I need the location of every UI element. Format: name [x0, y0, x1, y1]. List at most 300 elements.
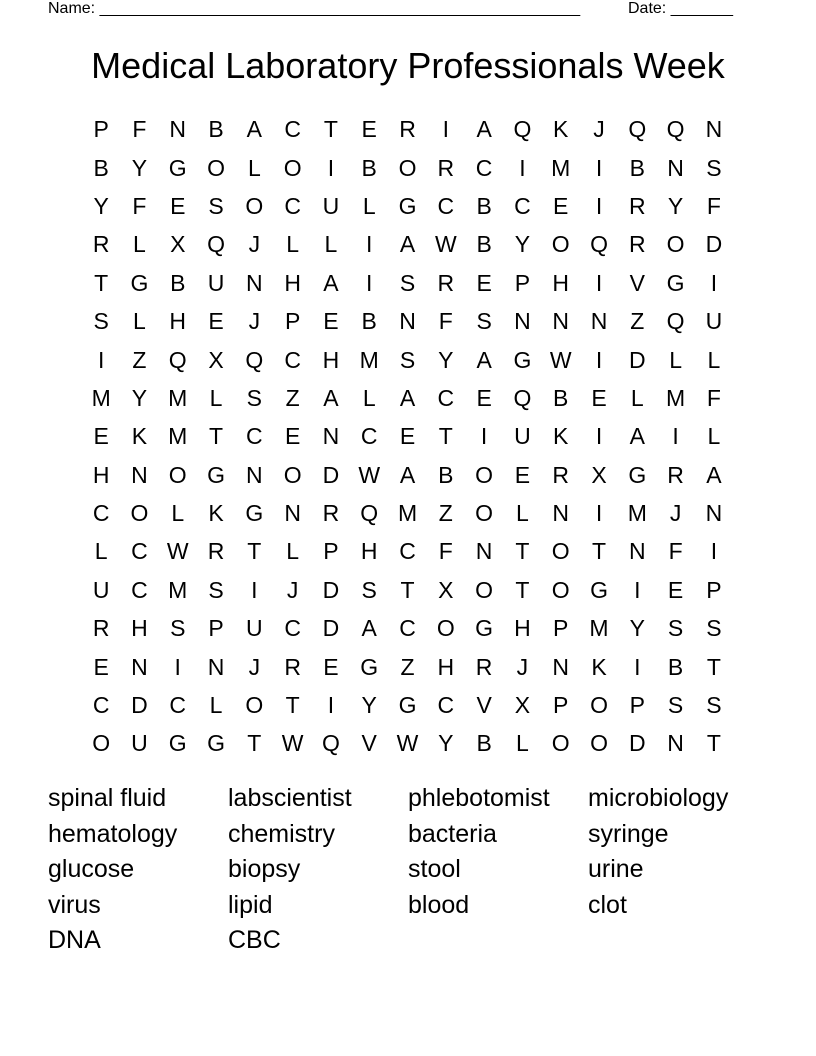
- grid-letter[interactable]: T: [591, 538, 607, 565]
- grid-letter[interactable]: M: [551, 154, 571, 181]
- grid-letter[interactable]: C: [284, 116, 301, 143]
- grid-letter[interactable]: E: [93, 653, 109, 680]
- grid-letter[interactable]: K: [553, 423, 569, 450]
- grid-letter[interactable]: J: [248, 308, 261, 335]
- grid-letter[interactable]: E: [361, 116, 377, 143]
- grid-letter[interactable]: C: [437, 192, 455, 219]
- grid-letter[interactable]: X: [591, 461, 607, 488]
- grid-letter[interactable]: W: [281, 730, 304, 757]
- grid-letter[interactable]: B: [667, 653, 684, 680]
- grid-letter[interactable]: O: [475, 500, 494, 527]
- grid-letter[interactable]: M: [91, 384, 111, 411]
- grid-letter[interactable]: O: [551, 730, 570, 757]
- grid-letter[interactable]: Q: [321, 730, 340, 757]
- grid-letter[interactable]: I: [327, 692, 335, 719]
- grid-letter[interactable]: A: [361, 615, 377, 642]
- grid-letter[interactable]: A: [399, 231, 416, 258]
- grid-letter[interactable]: Q: [513, 384, 532, 411]
- grid-letter[interactable]: L: [707, 423, 721, 450]
- grid-letter[interactable]: C: [399, 615, 416, 642]
- grid-letter[interactable]: N: [628, 538, 646, 565]
- grid-letter[interactable]: N: [705, 116, 723, 143]
- grid-letter[interactable]: B: [208, 116, 224, 143]
- grid-letter[interactable]: A: [323, 384, 339, 411]
- grid-letter[interactable]: N: [514, 308, 531, 335]
- grid-letter[interactable]: I: [595, 269, 603, 296]
- grid-letter[interactable]: E: [476, 384, 492, 411]
- grid-letter[interactable]: E: [667, 576, 684, 603]
- grid-letter[interactable]: Z: [400, 653, 415, 680]
- grid-letter[interactable]: N: [552, 500, 570, 527]
- grid-letter[interactable]: G: [245, 500, 264, 527]
- grid-letter[interactable]: H: [552, 269, 570, 296]
- word-bank-item: glucose: [48, 855, 135, 883]
- grid-letter[interactable]: O: [666, 231, 685, 258]
- grid-letter[interactable]: G: [398, 192, 417, 219]
- grid-letter[interactable]: C: [169, 692, 187, 719]
- grid-letter[interactable]: H: [514, 615, 531, 642]
- grid-letter[interactable]: P: [208, 615, 224, 642]
- grid-letter[interactable]: E: [93, 423, 109, 450]
- grid-letter[interactable]: X: [170, 231, 186, 258]
- grid-letter[interactable]: E: [514, 461, 531, 488]
- grid-letter[interactable]: W: [358, 461, 381, 488]
- grid-letter[interactable]: I: [634, 653, 641, 680]
- grid-letter[interactable]: G: [360, 653, 379, 680]
- grid-letter[interactable]: O: [168, 461, 187, 488]
- grid-letter[interactable]: O: [130, 500, 149, 527]
- grid-letter[interactable]: H: [169, 308, 187, 335]
- grid-letter[interactable]: B: [361, 308, 377, 335]
- grid-letter[interactable]: B: [438, 461, 454, 488]
- grid-letter[interactable]: R: [475, 653, 493, 680]
- grid-letter[interactable]: H: [131, 615, 148, 642]
- grid-letter[interactable]: X: [514, 692, 531, 719]
- grid-letter[interactable]: L: [362, 384, 376, 411]
- grid-letter[interactable]: U: [322, 192, 340, 219]
- grid-letter[interactable]: O: [283, 154, 302, 181]
- grid-letter[interactable]: A: [476, 116, 492, 143]
- grid-letter[interactable]: P: [284, 308, 301, 335]
- grid-letter[interactable]: I: [595, 192, 603, 219]
- grid-letter[interactable]: B: [629, 154, 645, 181]
- grid-letter[interactable]: Q: [513, 116, 532, 143]
- grid-letter[interactable]: O: [551, 231, 570, 258]
- grid-letter[interactable]: G: [628, 461, 647, 488]
- name-field[interactable]: Name: ______________________________________________________: [48, 0, 581, 17]
- grid-letter[interactable]: T: [400, 576, 415, 603]
- grid-letter[interactable]: F: [438, 308, 453, 335]
- grid-letter[interactable]: D: [628, 730, 646, 757]
- grid-letter[interactable]: W: [434, 231, 457, 258]
- grid-letter[interactable]: C: [284, 192, 301, 219]
- grid-letter[interactable]: I: [634, 576, 641, 603]
- grid-letter[interactable]: I: [97, 346, 105, 373]
- grid-letter[interactable]: E: [170, 192, 186, 219]
- grid-letter[interactable]: Q: [360, 500, 379, 527]
- grid-letter[interactable]: N: [322, 423, 340, 450]
- grid-letter[interactable]: R: [92, 615, 110, 642]
- grid-letter[interactable]: E: [399, 423, 416, 450]
- grid-letter[interactable]: R: [552, 461, 570, 488]
- grid-letter[interactable]: L: [630, 384, 644, 411]
- grid-letter[interactable]: T: [438, 423, 453, 450]
- grid-letter[interactable]: U: [705, 308, 723, 335]
- grid-letter[interactable]: G: [168, 730, 187, 757]
- grid-letter[interactable]: F: [668, 538, 683, 565]
- grid-letter[interactable]: C: [92, 692, 110, 719]
- grid-letter[interactable]: A: [399, 461, 416, 488]
- grid-letter[interactable]: I: [710, 269, 718, 296]
- grid-letter[interactable]: E: [323, 653, 339, 680]
- grid-letter[interactable]: C: [437, 692, 455, 719]
- grid-letter[interactable]: S: [399, 346, 416, 373]
- grid-letter[interactable]: N: [284, 500, 301, 527]
- grid-letter[interactable]: T: [706, 730, 721, 757]
- grid-letter[interactable]: S: [170, 615, 186, 642]
- grid-letter[interactable]: L: [133, 231, 146, 258]
- grid-row: [82, 647, 734, 685]
- grid-letter[interactable]: Q: [666, 116, 685, 143]
- grid-letter[interactable]: G: [168, 154, 187, 181]
- grid-letter[interactable]: U: [207, 269, 225, 296]
- grid-letter[interactable]: H: [437, 653, 455, 680]
- grid-letter[interactable]: K: [208, 500, 224, 527]
- grid-letter[interactable]: C: [246, 423, 263, 450]
- grid-letter[interactable]: N: [246, 461, 263, 488]
- grid-letter[interactable]: E: [553, 192, 569, 219]
- grid-letter[interactable]: T: [94, 269, 109, 296]
- grid-letter[interactable]: L: [94, 538, 108, 565]
- grid-letter[interactable]: B: [93, 154, 109, 181]
- grid-letter[interactable]: S: [706, 154, 722, 181]
- grid-letter[interactable]: O: [398, 154, 417, 181]
- grid-letter[interactable]: J: [516, 653, 529, 680]
- grid-letter[interactable]: L: [171, 500, 185, 527]
- grid-letter[interactable]: T: [706, 653, 721, 680]
- grid-letter[interactable]: N: [131, 653, 148, 680]
- grid-letter[interactable]: S: [361, 576, 377, 603]
- grid-letter[interactable]: M: [168, 576, 188, 603]
- grid-letter[interactable]: I: [595, 423, 603, 450]
- grid-letter[interactable]: Z: [630, 308, 645, 335]
- grid-letter[interactable]: R: [437, 269, 455, 296]
- grid-letter[interactable]: N: [552, 308, 570, 335]
- grid-letter[interactable]: C: [475, 154, 493, 181]
- grid-letter[interactable]: Q: [628, 116, 647, 143]
- grid-letter[interactable]: X: [208, 346, 224, 373]
- grid-letter[interactable]: R: [437, 154, 455, 181]
- grid-letter[interactable]: U: [246, 615, 263, 642]
- grid-letter[interactable]: O: [590, 692, 608, 719]
- grid-letter[interactable]: R: [207, 538, 225, 565]
- grid-letter[interactable]: Q: [245, 346, 264, 373]
- grid-letter[interactable]: T: [247, 538, 262, 565]
- grid-letter[interactable]: N: [131, 461, 148, 488]
- grid-letter[interactable]: G: [207, 730, 225, 757]
- grid-letter[interactable]: M: [168, 423, 188, 450]
- grid-letter[interactable]: A: [476, 346, 492, 373]
- grid-letter[interactable]: A: [246, 116, 262, 143]
- grid-letter[interactable]: S: [208, 192, 224, 219]
- grid-letter[interactable]: N: [475, 538, 493, 565]
- grid-letter[interactable]: S: [667, 692, 684, 719]
- grid-letter[interactable]: Q: [168, 346, 187, 373]
- grid-letter[interactable]: N: [169, 116, 187, 143]
- word-bank-item: spinal fluid: [48, 784, 167, 812]
- grid-letter[interactable]: Y: [438, 730, 454, 757]
- grid-letter[interactable]: T: [285, 692, 300, 719]
- grid-letter[interactable]: S: [208, 576, 224, 603]
- grid-letter[interactable]: V: [361, 730, 377, 757]
- grid-letter[interactable]: L: [362, 192, 376, 219]
- grid-letter[interactable]: G: [130, 269, 149, 296]
- grid-letter[interactable]: C: [437, 384, 455, 411]
- grid-letter[interactable]: M: [168, 384, 188, 411]
- grid-letter[interactable]: M: [666, 384, 686, 411]
- grid-letter[interactable]: O: [283, 461, 302, 488]
- grid-letter[interactable]: Y: [438, 346, 454, 373]
- grid-letter[interactable]: G: [590, 576, 608, 603]
- grid-letter[interactable]: D: [322, 576, 340, 603]
- grid-letter[interactable]: U: [131, 730, 148, 757]
- grid-letter[interactable]: O: [551, 538, 570, 565]
- grid-letter[interactable]: R: [628, 231, 646, 258]
- grid-letter[interactable]: N: [590, 308, 608, 335]
- grid-letter[interactable]: E: [476, 269, 492, 296]
- grid-letter[interactable]: E: [591, 384, 607, 411]
- word-bank-item: syringe: [588, 819, 669, 848]
- grid-letter[interactable]: N: [246, 269, 263, 296]
- grid-letter[interactable]: C: [514, 192, 531, 219]
- grid-letter[interactable]: P: [553, 615, 569, 642]
- grid-letter[interactable]: M: [589, 615, 609, 642]
- date-field[interactable]: Date: _______: [628, 0, 733, 17]
- grid-letter[interactable]: I: [251, 576, 258, 603]
- grid-letter[interactable]: N: [552, 653, 570, 680]
- grid-letter[interactable]: W: [166, 538, 189, 565]
- grid-letter[interactable]: J: [286, 576, 299, 603]
- grid-letter[interactable]: F: [706, 192, 721, 219]
- grid-letter[interactable]: L: [324, 231, 338, 258]
- grid-letter[interactable]: N: [667, 730, 684, 757]
- grid-letter[interactable]: R: [322, 500, 340, 527]
- grid-letter[interactable]: G: [207, 461, 225, 488]
- grid-letter[interactable]: Z: [132, 346, 147, 373]
- grid-letter[interactable]: S: [246, 384, 262, 411]
- grid-letter[interactable]: L: [516, 500, 529, 527]
- grid-letter[interactable]: V: [476, 692, 492, 719]
- grid-letter[interactable]: M: [397, 500, 418, 527]
- grid-letter[interactable]: J: [669, 500, 682, 527]
- grid-letter[interactable]: B: [476, 192, 492, 219]
- grid-letter[interactable]: C: [399, 538, 416, 565]
- grid-letter[interactable]: O: [245, 692, 264, 719]
- grid-letter[interactable]: Y: [514, 231, 531, 258]
- grid-letter[interactable]: I: [595, 500, 603, 527]
- grid-letter[interactable]: G: [513, 346, 532, 373]
- grid-letter[interactable]: H: [322, 346, 340, 373]
- grid-letter[interactable]: M: [627, 500, 647, 527]
- grid-letter[interactable]: D: [131, 692, 148, 719]
- grid-letter[interactable]: T: [323, 116, 338, 143]
- grid-letter[interactable]: P: [553, 692, 569, 719]
- grid-letter[interactable]: O: [92, 730, 111, 757]
- grid-letter[interactable]: J: [593, 116, 605, 143]
- grid-letter[interactable]: I: [480, 423, 488, 450]
- word-bank: [48, 781, 768, 959]
- grid-letter[interactable]: R: [667, 461, 684, 488]
- grid-letter[interactable]: N: [399, 308, 416, 335]
- grid-letter[interactable]: I: [519, 154, 526, 181]
- grid-letter[interactable]: B: [553, 384, 569, 411]
- grid-letter[interactable]: Y: [131, 384, 148, 411]
- grid-letter[interactable]: U: [514, 423, 531, 450]
- grid-letter[interactable]: R: [92, 231, 110, 258]
- grid-letter[interactable]: F: [438, 538, 453, 565]
- grid-letter[interactable]: B: [361, 154, 377, 181]
- grid-letter[interactable]: T: [515, 538, 530, 565]
- grid-letter[interactable]: N: [207, 653, 225, 680]
- grid-letter[interactable]: S: [706, 692, 722, 719]
- grid-letter[interactable]: U: [92, 576, 110, 603]
- grid-letter[interactable]: F: [132, 116, 147, 143]
- grid-letter[interactable]: I: [327, 154, 335, 181]
- grid-letter[interactable]: G: [398, 692, 417, 719]
- grid-letter[interactable]: Y: [131, 154, 148, 181]
- grid-letter[interactable]: L: [209, 692, 223, 719]
- grid-letter[interactable]: N: [705, 500, 723, 527]
- grid-letter[interactable]: J: [248, 231, 261, 258]
- grid-letter[interactable]: L: [286, 231, 300, 258]
- grid-letter[interactable]: P: [706, 576, 722, 603]
- grid-letter[interactable]: Y: [93, 192, 109, 219]
- grid-letter[interactable]: H: [284, 269, 301, 296]
- grid-letter[interactable]: R: [628, 192, 646, 219]
- grid-row: [82, 264, 734, 302]
- grid-letter[interactable]: T: [247, 730, 262, 757]
- grid-letter[interactable]: V: [629, 269, 645, 296]
- grid-letter[interactable]: I: [595, 154, 603, 181]
- grid-letter[interactable]: R: [399, 116, 416, 143]
- grid-letter[interactable]: K: [553, 116, 569, 143]
- grid-letter[interactable]: I: [595, 346, 603, 373]
- grid-letter[interactable]: O: [207, 154, 225, 181]
- grid-letter[interactable]: I: [366, 231, 373, 258]
- grid-letter[interactable]: K: [131, 423, 148, 450]
- grid-letter[interactable]: I: [442, 116, 450, 143]
- grid-letter[interactable]: T: [209, 423, 224, 450]
- grid-letter[interactable]: S: [399, 269, 416, 296]
- grid-letter[interactable]: O: [436, 615, 455, 642]
- grid-letter[interactable]: L: [247, 154, 261, 181]
- grid-letter[interactable]: D: [322, 615, 340, 642]
- grid-letter[interactable]: S: [476, 308, 492, 335]
- grid-letter[interactable]: I: [672, 423, 679, 450]
- grid-letter[interactable]: B: [476, 231, 492, 258]
- grid-row: [82, 148, 734, 186]
- grid-letter[interactable]: C: [92, 500, 110, 527]
- grid-letter[interactable]: G: [666, 269, 685, 296]
- grid-letter[interactable]: Z: [438, 500, 453, 527]
- grid-letter[interactable]: W: [396, 730, 419, 757]
- grid-letter[interactable]: C: [131, 576, 148, 603]
- grid-letter[interactable]: G: [475, 615, 494, 642]
- grid-letter[interactable]: P: [514, 269, 531, 296]
- grid-letter[interactable]: E: [323, 308, 339, 335]
- grid-letter[interactable]: L: [209, 384, 223, 411]
- grid-letter[interactable]: O: [475, 461, 494, 488]
- grid-letter[interactable]: Q: [666, 308, 685, 335]
- grid-letter[interactable]: Q: [590, 231, 608, 258]
- grid-letter[interactable]: J: [248, 653, 261, 680]
- grid-letter[interactable]: K: [591, 653, 607, 680]
- grid-letter[interactable]: L: [707, 346, 721, 373]
- grid-letter[interactable]: C: [284, 346, 301, 373]
- word-bank-item: blood: [408, 890, 470, 919]
- grid-letter[interactable]: H: [360, 538, 378, 565]
- grid-letter[interactable]: A: [706, 461, 722, 488]
- grid-letter[interactable]: D: [322, 461, 340, 488]
- grid-letter[interactable]: P: [93, 116, 109, 143]
- grid-letter[interactable]: R: [284, 653, 301, 680]
- grid-letter[interactable]: N: [667, 154, 684, 181]
- grid-letter[interactable]: W: [549, 346, 572, 373]
- grid-letter[interactable]: O: [475, 576, 494, 603]
- grid-letter[interactable]: X: [438, 576, 454, 603]
- grid-letter[interactable]: T: [515, 576, 530, 603]
- grid-letter[interactable]: L: [133, 308, 146, 335]
- grid-letter[interactable]: D: [628, 346, 646, 373]
- grid-letter[interactable]: E: [284, 423, 301, 450]
- grid-letter[interactable]: O: [590, 730, 608, 757]
- grid-letter[interactable]: H: [92, 461, 110, 488]
- grid-letter[interactable]: L: [286, 538, 300, 565]
- grid-letter[interactable]: F: [132, 192, 147, 219]
- grid-letter[interactable]: I: [174, 653, 181, 680]
- grid-letter[interactable]: A: [399, 384, 416, 411]
- grid-letter[interactable]: E: [208, 308, 224, 335]
- grid-letter[interactable]: L: [516, 730, 529, 757]
- grid-letter[interactable]: I: [366, 269, 373, 296]
- grid-letter[interactable]: O: [551, 576, 570, 603]
- grid-letter[interactable]: C: [284, 615, 301, 642]
- grid-letter[interactable]: A: [629, 423, 645, 450]
- grid-letter[interactable]: A: [323, 269, 339, 296]
- grid-letter[interactable]: Q: [207, 231, 225, 258]
- grid-letter[interactable]: Y: [361, 692, 377, 719]
- grid-letter[interactable]: C: [360, 423, 378, 450]
- grid-letter[interactable]: Y: [629, 615, 645, 642]
- grid-letter[interactable]: P: [629, 692, 645, 719]
- grid-letter[interactable]: B: [170, 269, 186, 296]
- grid-letter[interactable]: Z: [285, 384, 300, 411]
- grid-letter[interactable]: C: [131, 538, 148, 565]
- grid-letter[interactable]: S: [667, 615, 684, 642]
- grid-letter[interactable]: Y: [667, 192, 684, 219]
- grid-letter[interactable]: B: [476, 730, 492, 757]
- grid-letter[interactable]: I: [710, 538, 718, 565]
- grid-letter[interactable]: S: [706, 615, 722, 642]
- grid-row: [82, 417, 734, 455]
- grid-letter[interactable]: O: [245, 192, 264, 219]
- grid-letter[interactable]: S: [93, 308, 109, 335]
- grid-letter[interactable]: M: [359, 346, 379, 373]
- grid-letter[interactable]: L: [669, 346, 682, 373]
- grid-letter[interactable]: P: [323, 538, 339, 565]
- grid-letter[interactable]: D: [705, 231, 723, 258]
- grid-letter[interactable]: F: [706, 384, 721, 411]
